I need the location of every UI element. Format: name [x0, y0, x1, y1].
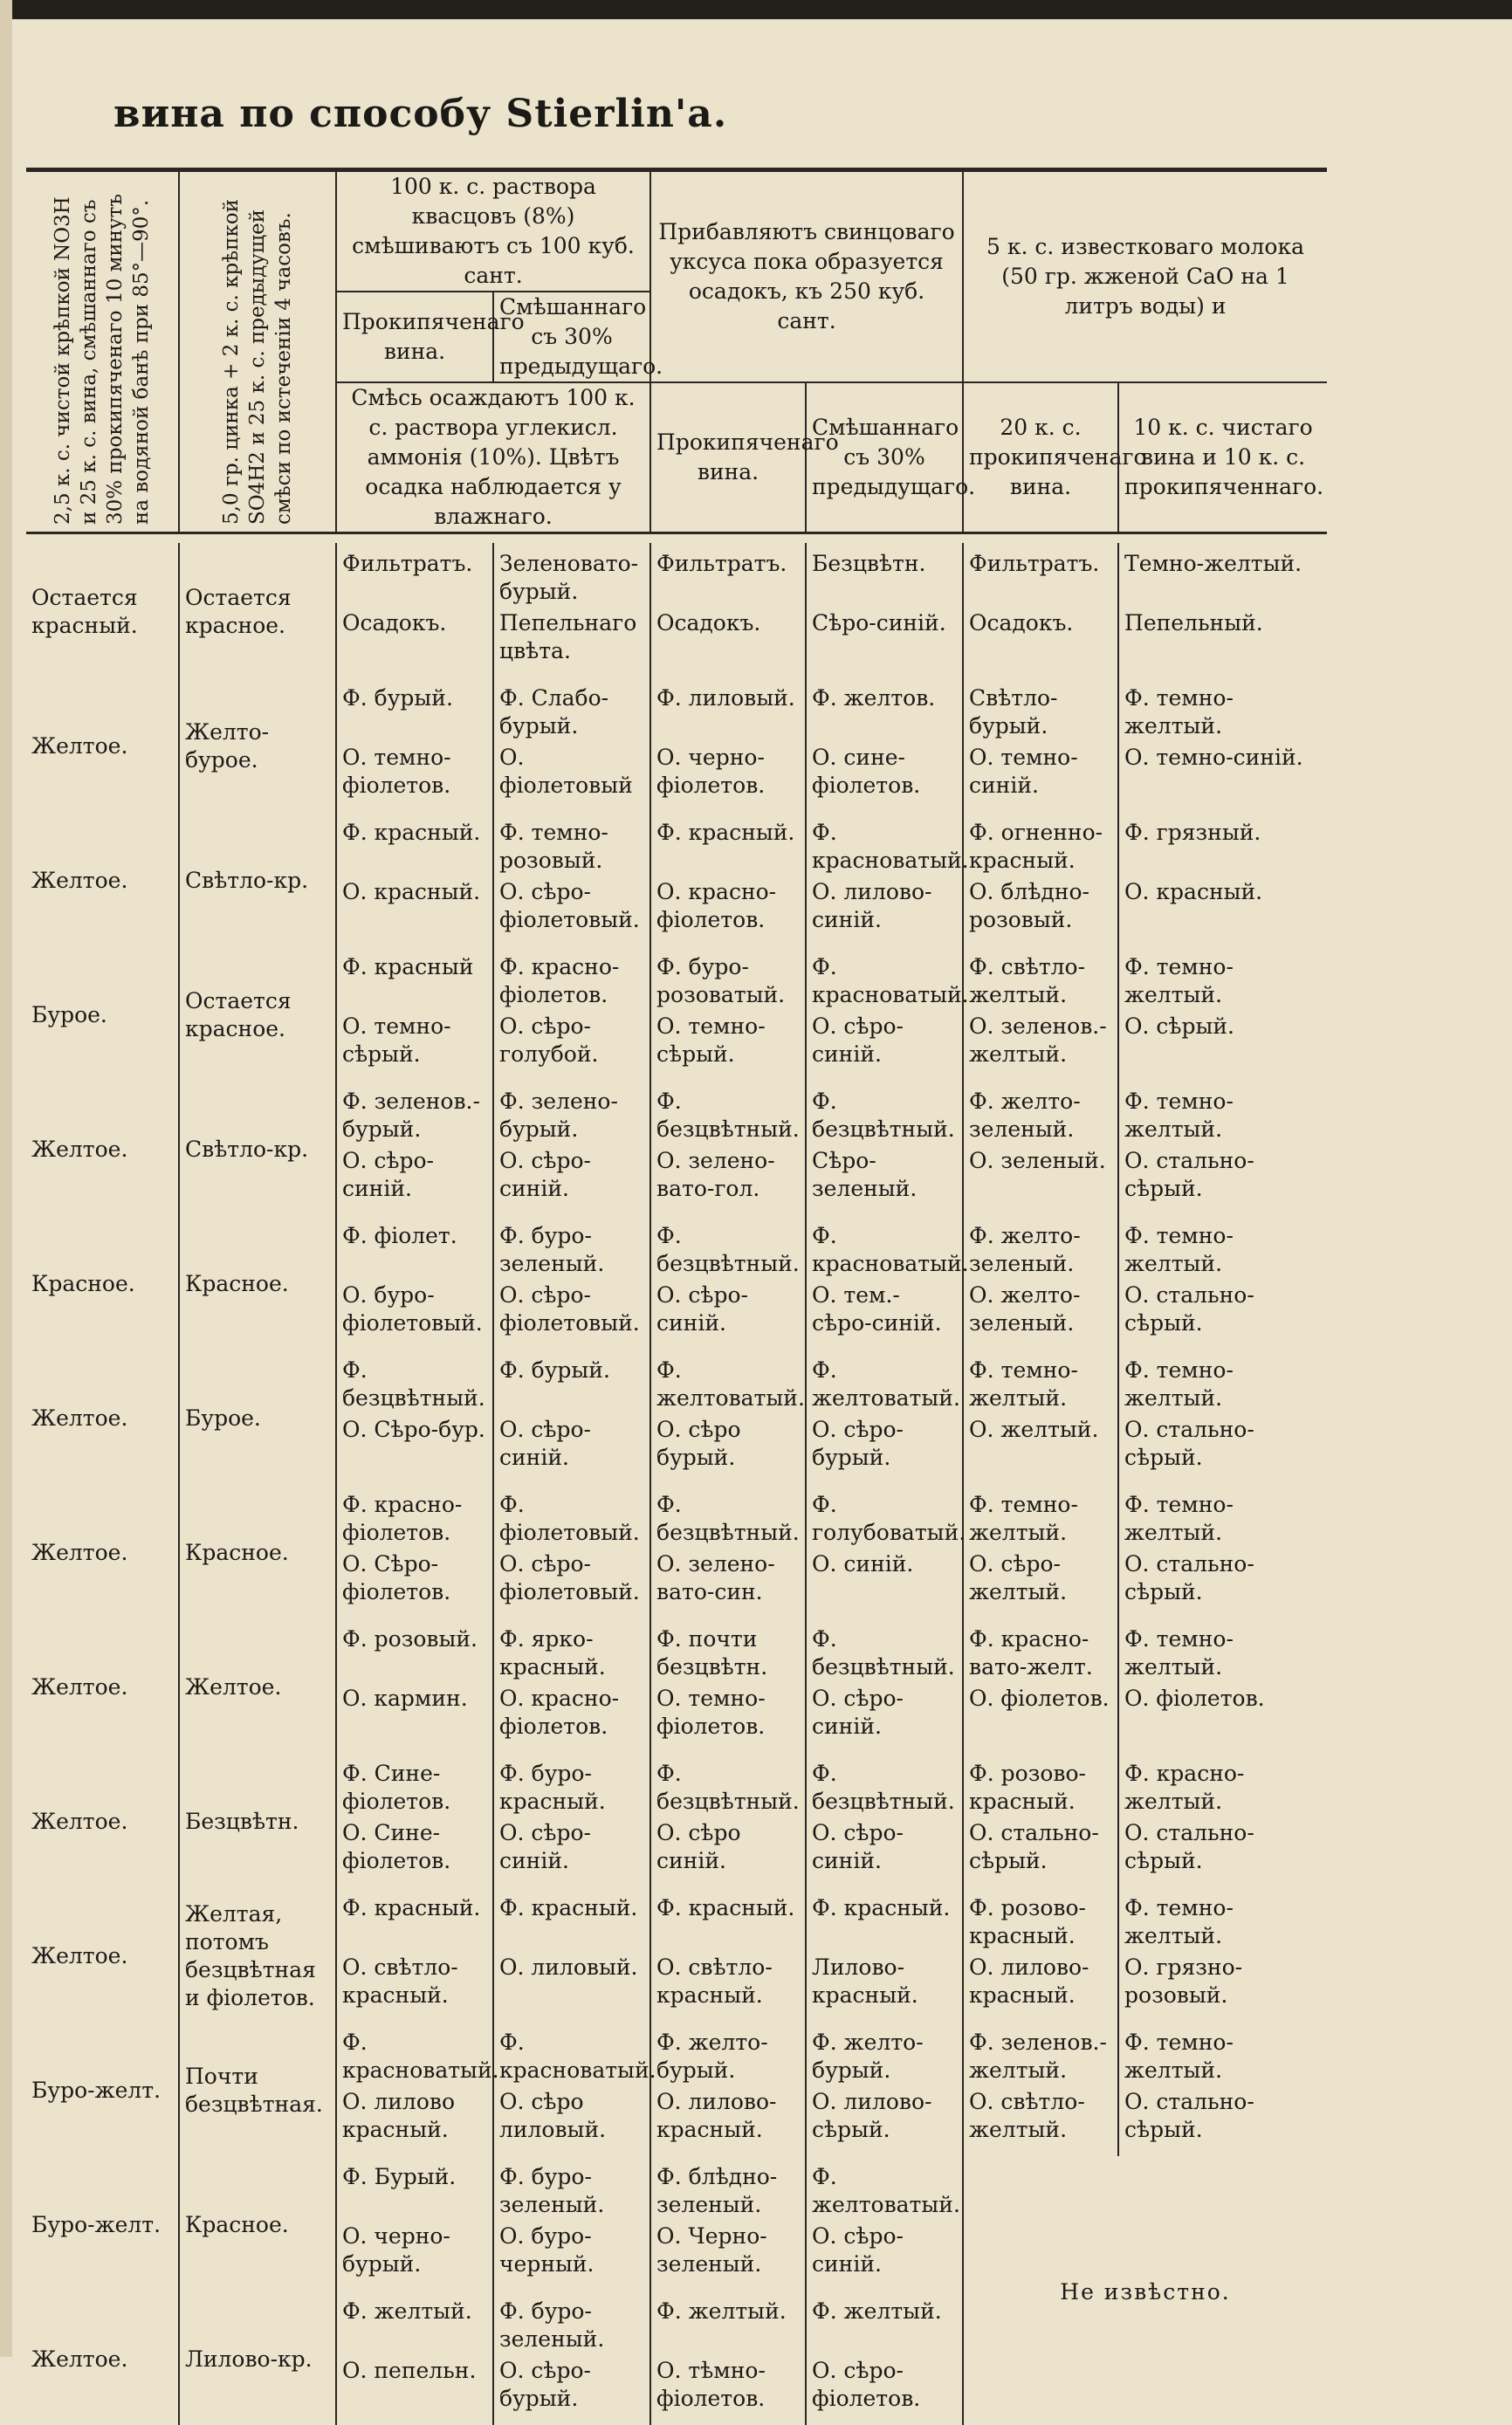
filtrate-cell: Ф. темно-желтый.: [1118, 1215, 1327, 1281]
table-row-filtrate: [26, 543, 1327, 609]
filtrate-cell: Ф. бурый.: [493, 1350, 650, 1416]
header-lead-mixed: Смѣшаннаго съ 30% предыдущаго.: [806, 382, 963, 533]
filtrate-cell: Ф. грязный.: [1118, 812, 1327, 878]
filtrate-cell: Ф. буро-красный.: [493, 1753, 650, 1819]
precipitate-cell: О. пепельн.: [336, 2357, 493, 2425]
filtrate-cell: Ф. темно-желтый.: [1118, 1081, 1327, 1147]
table-row-filtrate: [26, 812, 1327, 878]
table-row-filtrate: [26, 1753, 1327, 1819]
nitric-acid-result: Желтое.: [26, 1081, 179, 1215]
filtrate-cell: Ф. зелено-бурый.: [493, 1081, 650, 1147]
precipitate-cell: Лилово-красный.: [806, 1954, 963, 2022]
precipitate-cell: О. темно-фіолетов.: [650, 1685, 806, 1753]
precipitate-cell: О. стально-сѣрый.: [1118, 1819, 1327, 1887]
precipitate-cell: О. лиловый.: [493, 1954, 650, 2022]
filtrate-cell: Ф. огненно-красный.: [963, 812, 1118, 878]
precipitate-cell: О. сѣро-синій.: [493, 1819, 650, 1887]
precipitate-cell: О. темно-сѣрый.: [650, 1013, 806, 1081]
zinc-result: Остается красное.: [179, 946, 336, 1081]
precipitate-cell: О. Сѣро-фіолетов.: [336, 1550, 493, 1618]
filtrate-cell: Ф. темно-желтый.: [1118, 677, 1327, 744]
precipitate-cell: О. стально-сѣрый.: [963, 1819, 1118, 1887]
header-lime-group: 5 к. с. известковаго молока (50 гр. жженой CaO на 1 литръ воды) и: [963, 170, 1327, 383]
nitric-acid-result: Желтое.: [26, 1350, 179, 1484]
filtrate-cell: Ф. темно-желтый.: [963, 1350, 1118, 1416]
precipitate-cell: О. лилово-красный.: [963, 1954, 1118, 2022]
zinc-result: Красное.: [179, 1215, 336, 1350]
filtrate-cell: Ф. безцвѣтный.: [650, 1484, 806, 1550]
nitric-acid-result: Желтое.: [26, 2291, 179, 2425]
header-body-separator: [26, 533, 1327, 544]
table-row-filtrate: [26, 1215, 1327, 1281]
zinc-result: Красное.: [179, 2156, 336, 2291]
filtrate-cell: Ф. желто-бурый.: [806, 2022, 963, 2088]
precipitate-cell: О. темно-фіолетов.: [336, 744, 493, 812]
page-left-edge: [0, 0, 12, 2357]
filtrate-cell: Ф. красноватый.: [493, 2022, 650, 2088]
precipitate-cell: О. сѣро-бурый.: [493, 2357, 650, 2425]
precipitate-cell: Осадокъ.: [336, 609, 493, 677]
precipitate-cell: О. фіолетов.: [963, 1685, 1118, 1753]
precipitate-cell: О. Сине-фіолетов.: [336, 1819, 493, 1887]
table-row-filtrate: [26, 946, 1327, 1013]
header-alum-mixed: Смѣшаннаго съ 30% предыдущаго.: [493, 292, 650, 382]
filtrate-cell: Ф. безцвѣтный.: [650, 1215, 806, 1281]
nitric-acid-result: Желтое.: [26, 1887, 179, 2022]
filtrate-cell: Зеленовато-бурый.: [493, 543, 650, 609]
filtrate-cell: Ф. красно-фіолетов.: [336, 1484, 493, 1550]
precipitate-cell: О. стально-сѣрый.: [1118, 1281, 1327, 1350]
precipitate-cell: О. сѣро-синій.: [806, 1685, 963, 1753]
filtrate-cell: Ф. желтов.: [806, 677, 963, 744]
precipitate-cell: О. сѣро-синій.: [806, 1819, 963, 1887]
precipitate-cell: О. стально-сѣрый.: [1118, 1416, 1327, 1484]
precipitate-cell: О. темно-сѣрый.: [336, 1013, 493, 1081]
precipitate-cell: О. зелено-вато-гол.: [650, 1147, 806, 1215]
table-row-filtrate: [26, 2156, 1327, 2222]
filtrate-cell: Ф. розово-красный.: [963, 1887, 1118, 1954]
filtrate-cell: Ф. желто-бурый.: [650, 2022, 806, 2088]
filtrate-cell: Ф. безцвѣтный.: [650, 1081, 806, 1147]
filtrate-cell: Ф. Бурый.: [336, 2156, 493, 2222]
table-row-filtrate: [26, 1081, 1327, 1147]
precipitate-cell: О. стально-сѣрый.: [1118, 2088, 1327, 2156]
filtrate-cell: Ф. красно-фіолетов.: [493, 946, 650, 1013]
table-row-filtrate: [26, 2022, 1327, 2088]
precipitate-cell: О. красный.: [336, 878, 493, 946]
precipitate-cell: О. красный.: [1118, 878, 1327, 946]
table-row-filtrate: [26, 677, 1327, 744]
precipitate-cell: О. сѣро лиловый.: [493, 2088, 650, 2156]
header-alum-boiled: Прокипяченаго вина.: [336, 292, 493, 382]
zinc-result: Безцвѣтн.: [179, 1753, 336, 1887]
filtrate-cell: Ф. темно-розовый.: [493, 812, 650, 878]
header-alum-note: Смѣсь осаждаютъ 100 к. с. раствора углекисл. аммонія (10%). Цвѣтъ осадка наблюдается у влажнаго.: [336, 382, 650, 533]
zinc-result: Красное.: [179, 1484, 336, 1618]
filtrate-cell: Ф. фіолет.: [336, 1215, 493, 1281]
precipitate-cell: О. сѣро-фіолетов.: [806, 2357, 963, 2425]
filtrate-cell: Ф. голубоватый.: [806, 1484, 963, 1550]
filtrate-cell: Ф. темно-желтый.: [963, 1484, 1118, 1550]
filtrate-cell: Ф. буро-зеленый.: [493, 2291, 650, 2357]
precipitate-cell: О. черно-фіолетов.: [650, 744, 806, 812]
precipitate-cell: Осадокъ.: [650, 609, 806, 677]
precipitate-cell: О. буро-фіолетовый.: [336, 1281, 493, 1350]
precipitate-cell: О. сѣро-синій.: [493, 1416, 650, 1484]
precipitate-cell: О. сѣро-синій.: [806, 2222, 963, 2291]
precipitate-cell: О. черно-бурый.: [336, 2222, 493, 2291]
precipitate-cell: О. сѣро-синій.: [493, 1147, 650, 1215]
zinc-result: Свѣтло-кр.: [179, 1081, 336, 1215]
filtrate-cell: Ф. темно-желтый.: [1118, 1484, 1327, 1550]
filtrate-cell: Ф. зеленов.-бурый.: [336, 1081, 493, 1147]
filtrate-cell: Ф. желтоватый.: [806, 2156, 963, 2222]
precipitate-cell: О. зеленый.: [963, 1147, 1118, 1215]
filtrate-cell: Ф. зеленов.-желтый.: [963, 2022, 1118, 2088]
precipitate-cell: О. сине-фіолетов.: [806, 744, 963, 812]
precipitate-cell: О. сѣро синій.: [650, 1819, 806, 1887]
precipitate-cell: О. зеленов.-желтый.: [963, 1013, 1118, 1081]
precipitate-cell: О. лилово-красный.: [650, 2088, 806, 2156]
filtrate-cell: Ф. безцвѣтный.: [336, 1350, 493, 1416]
precipitate-cell: О. сѣро-фіолетовый.: [493, 1281, 650, 1350]
precipitate-cell: О. Черно-зеленый.: [650, 2222, 806, 2291]
zinc-result: Лилово-кр.: [179, 2291, 336, 2425]
precipitate-cell: О. тѣмно-фіолетов.: [650, 2357, 806, 2425]
filtrate-cell: Ф. красный.: [806, 1887, 963, 1954]
wine-test-table-wrapper: [26, 168, 1327, 2425]
precipitate-cell: Осадокъ.: [963, 609, 1118, 677]
filtrate-cell: Ф. блѣдно-зеленый.: [650, 2156, 806, 2222]
header-lead-group: Прибавляютъ свинцоваго уксуса пока образуется осадокъ, къ 250 куб. сант.: [650, 170, 963, 383]
table-row-filtrate: [26, 1350, 1327, 1416]
precipitate-cell: О. лилово-сѣрый.: [806, 2088, 963, 2156]
filtrate-cell: Ф. буро-зеленый.: [493, 2156, 650, 2222]
nitric-acid-result: Желтое.: [26, 812, 179, 946]
precipitate-cell: О. лилово красный.: [336, 2088, 493, 2156]
filtrate-cell: Фильтратъ.: [650, 543, 806, 609]
precipitate-cell: О. темно-синій.: [1118, 744, 1327, 812]
precipitate-cell: О. фіолетов.: [1118, 1685, 1327, 1753]
filtrate-cell: Ф. красноватый.: [806, 1215, 963, 1281]
filtrate-cell: Ф. красно-вато-желт.: [963, 1618, 1118, 1685]
filtrate-cell: Ф. желтый.: [650, 2291, 806, 2357]
filtrate-cell: Ф. безцвѣтный.: [806, 1753, 963, 1819]
header-lime-boiled: 20 к. с. прокипяченаго вина.: [963, 382, 1118, 533]
header-nitric-acid-test: 2,5 к. с. чистой крѣпкой NO3H и 25 к. с. вина, смѣшаннаго съ 30% прокипяченаго 10 минутъ на водяной банѣ при 85°—90°.: [26, 170, 179, 533]
nitric-acid-result: Желтое.: [26, 1484, 179, 1618]
filtrate-cell: Фильтратъ.: [963, 543, 1118, 609]
nitric-acid-result: Красное.: [26, 1215, 179, 1350]
precipitate-cell: О. блѣдно-розовый.: [963, 878, 1118, 946]
zinc-result: Желто-бурое.: [179, 677, 336, 812]
filtrate-cell: Ф. Слабо-бурый.: [493, 677, 650, 744]
precipitate-cell: О. стально-сѣрый.: [1118, 1147, 1327, 1215]
filtrate-cell: Ф. бурый.: [336, 677, 493, 744]
filtrate-cell: Ф. буро-зеленый.: [493, 1215, 650, 1281]
precipitate-cell: О. фіолетовый: [493, 744, 650, 812]
precipitate-cell: Пепельный.: [1118, 609, 1327, 677]
precipitate-cell: О. сѣро-фіолетовый.: [493, 1550, 650, 1618]
precipitate-cell: О. свѣтло-желтый.: [963, 2088, 1118, 2156]
filtrate-cell: Ф. желтоватый.: [650, 1350, 806, 1416]
filtrate-cell: Ф. почти безцвѣтн.: [650, 1618, 806, 1685]
precipitate-cell: Сѣро-синій.: [806, 609, 963, 677]
filtrate-cell: Ф. Сине-фіолетов.: [336, 1753, 493, 1819]
precipitate-cell: О. сѣро-синій.: [336, 1147, 493, 1215]
filtrate-cell: Ф. темно-желтый.: [1118, 1350, 1327, 1416]
page-title: вина по способу Stierlin'a.: [113, 92, 727, 136]
precipitate-cell: О. красно-фіолетов.: [493, 1685, 650, 1753]
filtrate-cell: Ф. желто-зеленый.: [963, 1215, 1118, 1281]
zinc-result: Остается красное.: [179, 543, 336, 677]
filtrate-cell: Безцвѣтн.: [806, 543, 963, 609]
precipitate-cell: О. тем.-сѣро-синій.: [806, 1281, 963, 1350]
precipitate-cell: О. Сѣро-бур.: [336, 1416, 493, 1484]
precipitate-cell: О. сѣро-фіолетовый.: [493, 878, 650, 946]
precipitate-cell: О. сѣрый.: [1118, 1013, 1327, 1081]
precipitate-cell: О. синій.: [806, 1550, 963, 1618]
zinc-result: Желтая, потомъ безцвѣтная и фіолетов.: [179, 1887, 336, 2022]
filtrate-cell: Ф. красный.: [493, 1887, 650, 1954]
precipitate-cell: О. сѣро-желтый.: [963, 1550, 1118, 1618]
zinc-result: Почти безцвѣтная.: [179, 2022, 336, 2156]
nitric-acid-result: Желтое.: [26, 1753, 179, 1887]
precipitate-cell: О. грязно-розовый.: [1118, 1954, 1327, 2022]
precipitate-cell: О. сѣро-голубой.: [493, 1013, 650, 1081]
nitric-acid-result: Желтое.: [26, 677, 179, 812]
filtrate-cell: Ф. желтый.: [336, 2291, 493, 2357]
filtrate-cell: Ф. темно-желтый.: [1118, 1887, 1327, 1954]
nitric-acid-result: Желтое.: [26, 1618, 179, 1753]
filtrate-cell: Ф. красноватый.: [336, 2022, 493, 2088]
precipitate-cell: О. свѣтло-красный.: [650, 1954, 806, 2022]
nitric-acid-result: Буро-желт.: [26, 2022, 179, 2156]
header-zinc-test: 5,0 гр. цинка + 2 к. с. крѣпкой SO4H2 и 25 к. с. предыдущей смѣси по истеченіи 4 часовъ.: [179, 170, 336, 533]
precipitate-cell: О. сѣро-синій.: [806, 1013, 963, 1081]
filtrate-cell: Ф. красный.: [336, 1887, 493, 1954]
filtrate-cell: Ф. безцвѣтный.: [806, 1618, 963, 1685]
filtrate-cell: Ф. лиловый.: [650, 677, 806, 744]
table-row-filtrate: [26, 1887, 1327, 1954]
filtrate-cell: Ф. красный.: [336, 812, 493, 878]
filtrate-cell: Ф. фіолетовый.: [493, 1484, 650, 1550]
header-alum-group: 100 к. с. раствора квасцовъ (8%) смѣшиваютъ съ 100 куб. сант.: [336, 170, 650, 292]
zinc-result: Свѣтло-кр.: [179, 812, 336, 946]
wine-test-table: [26, 168, 1327, 2425]
nitric-acid-result: Остается красный.: [26, 543, 179, 677]
filtrate-cell: Ф. безцвѣтный.: [806, 1081, 963, 1147]
nitric-acid-result: Буро-желт.: [26, 2156, 179, 2291]
filtrate-cell: Ф. безцвѣтный.: [650, 1753, 806, 1819]
filtrate-cell: Ф. красноватый.: [806, 812, 963, 878]
precipitate-cell: О. стально-сѣрый.: [1118, 1550, 1327, 1618]
page-top-edge: [0, 0, 1512, 19]
filtrate-cell: Ф. красный.: [650, 812, 806, 878]
precipitate-cell: О. желто-зеленый.: [963, 1281, 1118, 1350]
filtrate-cell: Ф. красный: [336, 946, 493, 1013]
filtrate-cell: Ф. ярко-красный.: [493, 1618, 650, 1685]
precipitate-cell: О. сѣро-синій.: [650, 1281, 806, 1350]
precipitate-cell: Пепельнаго цвѣта.: [493, 609, 650, 677]
table-header: [26, 170, 1327, 533]
filtrate-cell: Ф. темно-желтый.: [1118, 2022, 1327, 2088]
header-lime-pure: 10 к. с. чистаго вина и 10 к. с. прокипяченнаго.: [1118, 382, 1327, 533]
filtrate-cell: Ф. красный.: [650, 1887, 806, 1954]
filtrate-cell: Ф. красно-желтый.: [1118, 1753, 1327, 1819]
filtrate-cell: Ф. буро-розоватый.: [650, 946, 806, 1013]
unknown-note: Не извѣстно.: [963, 2156, 1327, 2425]
precipitate-cell: О. сѣро-бурый.: [806, 1416, 963, 1484]
precipitate-cell: О. лилово-синій.: [806, 878, 963, 946]
precipitate-cell: О. темно-синій.: [963, 744, 1118, 812]
precipitate-cell: О. красно-фіолетов.: [650, 878, 806, 946]
filtrate-cell: Ф. розово-красный.: [963, 1753, 1118, 1819]
table-row-filtrate: [26, 1618, 1327, 1685]
filtrate-cell: Ф. темно-желтый.: [1118, 946, 1327, 1013]
filtrate-cell: Ф. желтый.: [806, 2291, 963, 2357]
zinc-result: Бурое.: [179, 1350, 336, 1484]
filtrate-cell: Ф. красноватый.: [806, 946, 963, 1013]
table-row-filtrate: [26, 1484, 1327, 1550]
filtrate-cell: Ф. свѣтло-желтый.: [963, 946, 1118, 1013]
precipitate-cell: О. зелено-вато-син.: [650, 1550, 806, 1618]
precipitate-cell: О. буро-черный.: [493, 2222, 650, 2291]
zinc-result: Желтое.: [179, 1618, 336, 1753]
filtrate-cell: Ф. темно-желтый.: [1118, 1618, 1327, 1685]
filtrate-cell: Свѣтло-бурый.: [963, 677, 1118, 744]
table-body: [26, 533, 1327, 2425]
filtrate-cell: Ф. желто-зеленый.: [963, 1081, 1118, 1147]
filtrate-cell: Ф. желтоватый.: [806, 1350, 963, 1416]
precipitate-cell: О. желтый.: [963, 1416, 1118, 1484]
precipitate-cell: О. кармин.: [336, 1685, 493, 1753]
filtrate-cell: Фильтратъ.: [336, 543, 493, 609]
precipitate-cell: О. сѣро бурый.: [650, 1416, 806, 1484]
nitric-acid-result: Бурое.: [26, 946, 179, 1081]
precipitate-cell: О. свѣтло-красный.: [336, 1954, 493, 2022]
precipitate-cell: Сѣро-зеленый.: [806, 1147, 963, 1215]
filtrate-cell: Темно-желтый.: [1118, 543, 1327, 609]
header-lead-boiled: Прокипяченаго вина.: [650, 382, 806, 533]
filtrate-cell: Ф. розовый.: [336, 1618, 493, 1685]
